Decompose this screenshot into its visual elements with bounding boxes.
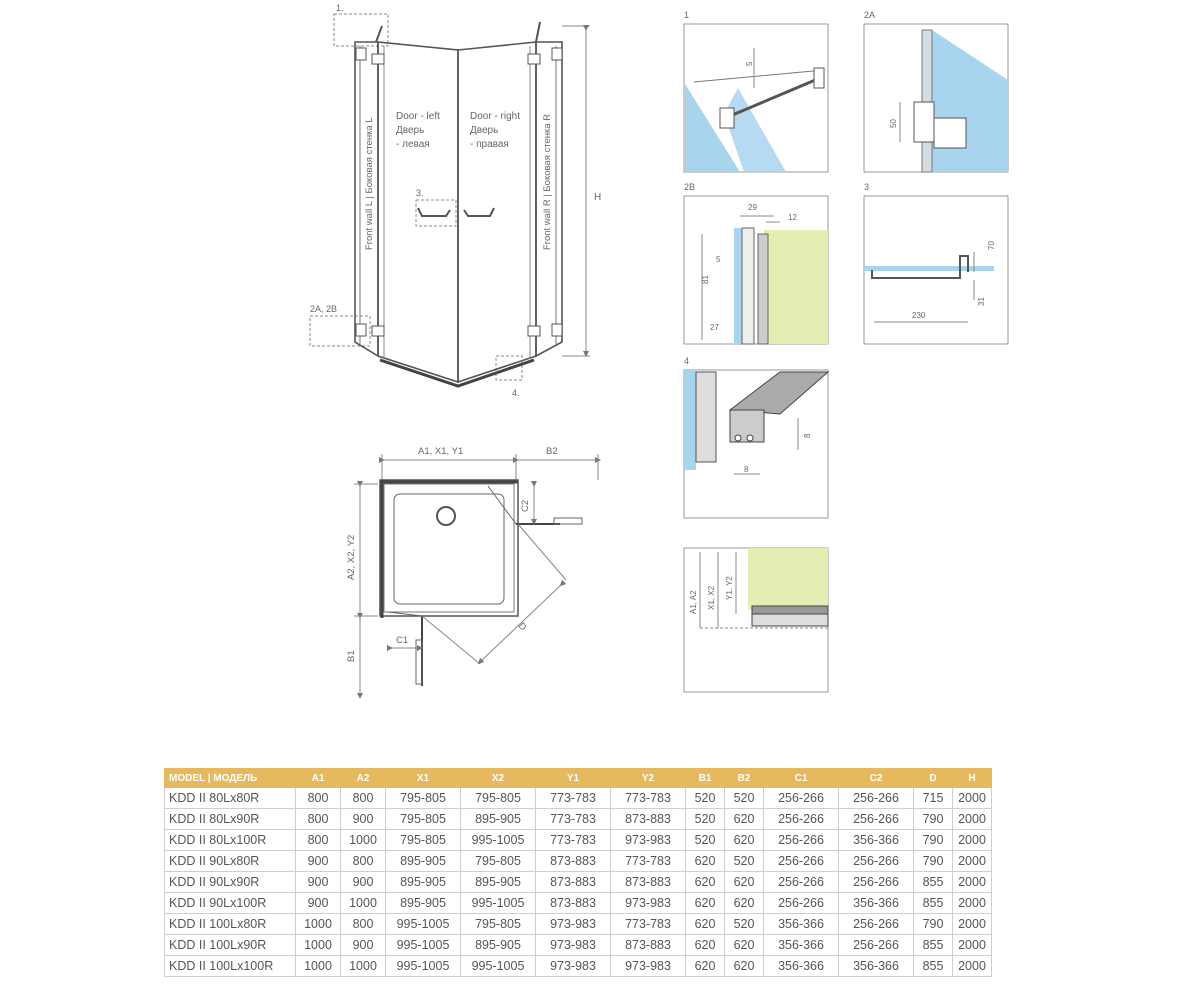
table-cell: 973-983 (611, 830, 686, 851)
table-cell: 790 (914, 809, 953, 830)
table-cell: 773-783 (536, 809, 611, 830)
table-cell: 855 (914, 872, 953, 893)
table-cell: 790 (914, 851, 953, 872)
detail-4-label: 4. (512, 388, 520, 398)
plan-label-top-b: B2 (546, 446, 558, 457)
table-cell: 995-1005 (386, 935, 461, 956)
detail-2a-dim: 50 (889, 119, 898, 128)
table-cell: 1000 (341, 830, 386, 851)
table-cell: 873-883 (536, 851, 611, 872)
detail-2b-dim-1: 29 (748, 203, 757, 212)
table-cell: 800 (296, 830, 341, 851)
door-left-label-2: Дверь (396, 125, 425, 136)
table-cell: 2000 (953, 851, 992, 872)
plan-label-c1: C1 (396, 635, 409, 646)
col-header: X1 (386, 769, 461, 788)
table-cell: 1000 (341, 893, 386, 914)
front-elevation-drawing (300, 0, 620, 410)
table-cell: 800 (296, 788, 341, 809)
table-cell: 895-905 (386, 893, 461, 914)
detail-4-title: 4 (684, 356, 690, 366)
table-cell: 773-783 (611, 788, 686, 809)
table-cell: 900 (296, 872, 341, 893)
table-cell: 900 (341, 809, 386, 830)
model-cell: KDD II 80Lx90R (165, 809, 296, 830)
col-header: B1 (686, 769, 725, 788)
table-cell: 256-266 (764, 893, 839, 914)
door-left-label-1: Door - left (396, 111, 440, 122)
detail-2b-dim-2: 12 (788, 213, 797, 222)
table-cell: 795-805 (461, 914, 536, 935)
detail-1-title: 1 (684, 10, 690, 20)
table-cell: 356-366 (839, 830, 914, 851)
detail-4-dim-1: 8 (744, 465, 749, 474)
table-cell: 873-883 (536, 893, 611, 914)
left-wall-label: Front wall L | Боковая стенка L (364, 117, 375, 250)
table-cell: 2000 (953, 956, 992, 977)
plan-label-top-a: A1, X1, Y1 (418, 446, 464, 457)
right-door-frame (458, 42, 536, 382)
table-cell: 855 (914, 893, 953, 914)
table-cell: 256-266 (839, 872, 914, 893)
table-cell: 356-366 (764, 935, 839, 956)
detail-3-dim-1: 70 (987, 241, 996, 250)
table-cell: 620 (725, 830, 764, 851)
table-cell: 873-883 (611, 872, 686, 893)
table-cell: 900 (341, 935, 386, 956)
table-cell: 520 (686, 809, 725, 830)
table-cell: 356-366 (839, 956, 914, 977)
table-cell: 256-266 (764, 872, 839, 893)
col-header: H (953, 769, 992, 788)
right-wall-label: Front wall R | Боковая стенка R (542, 113, 553, 250)
detail-2a-drawing (860, 8, 1012, 174)
detail-3-dim-2: 31 (977, 297, 986, 306)
table-cell: 790 (914, 830, 953, 851)
table-cell: 995-1005 (386, 956, 461, 977)
table-cell: 800 (296, 809, 341, 830)
col-header: X2 (461, 769, 536, 788)
table-cell: 895-905 (386, 851, 461, 872)
detail-3-dim-3: 230 (912, 311, 926, 320)
table-cell: 256-266 (839, 809, 914, 830)
model-cell: KDD II 90Lx80R (165, 851, 296, 872)
col-header: C2 (839, 769, 914, 788)
table-cell: 2000 (953, 809, 992, 830)
table-row (165, 830, 992, 851)
table-cell: 873-883 (611, 935, 686, 956)
table-cell: 256-266 (839, 935, 914, 956)
door-right-label-3: - правая (470, 139, 509, 150)
table-cell: 895-905 (461, 809, 536, 830)
detail-2-label: 2A, 2B (310, 304, 338, 314)
detail-1-dim: 5 (745, 61, 754, 66)
door-right-label-2: Дверь (470, 125, 499, 136)
model-cell: KDD II 80Lx100R (165, 830, 296, 851)
table-cell: 620 (725, 872, 764, 893)
detail-5-dim-2: X1, X2 (707, 585, 716, 610)
plan-label-c2: C2 (520, 499, 531, 512)
table-cell: 855 (914, 956, 953, 977)
table-cell: 520 (725, 914, 764, 935)
table-cell: 356-366 (764, 914, 839, 935)
drain-circle (437, 507, 455, 525)
detail-4-dim-2: 8 (803, 433, 812, 438)
height-label: H (594, 192, 602, 203)
plan-label-left-b: B1 (346, 650, 357, 662)
table-cell: 256-266 (839, 851, 914, 872)
detail-1-drawing (680, 8, 832, 174)
table-cell: 995-1005 (461, 956, 536, 977)
table-cell: 520 (725, 851, 764, 872)
table-cell: 620 (686, 893, 725, 914)
table-cell: 873-883 (536, 872, 611, 893)
door-handle-left (418, 208, 450, 216)
table-cell: 895-905 (461, 872, 536, 893)
table-cell: 973-983 (611, 956, 686, 977)
model-cell: KDD II 100Lx100R (165, 956, 296, 977)
table-row (165, 872, 992, 893)
table-cell: 895-905 (386, 872, 461, 893)
table-cell: 620 (686, 956, 725, 977)
table-cell: 356-366 (839, 893, 914, 914)
table-cell: 773-783 (611, 914, 686, 935)
table-row (165, 956, 992, 977)
table-cell: 773-783 (536, 788, 611, 809)
door-left-label-3: - левая (396, 139, 430, 150)
model-cell: KDD II 90Lx90R (165, 872, 296, 893)
table-cell: 1000 (296, 914, 341, 935)
table-cell: 795-805 (386, 809, 461, 830)
table-cell: 895-905 (461, 935, 536, 956)
table-row (165, 893, 992, 914)
shower-tray-outer (380, 480, 518, 616)
table-cell: 620 (686, 872, 725, 893)
table-row (165, 851, 992, 872)
plan-label-left-a: A2, X2, Y2 (346, 534, 357, 580)
col-header: C1 (764, 769, 839, 788)
callout-box-3 (416, 200, 456, 226)
table-cell: 715 (914, 788, 953, 809)
detail-5-dim-1: A1, A2 (689, 590, 698, 614)
table-cell: 620 (686, 935, 725, 956)
table-cell: 795-805 (461, 788, 536, 809)
table-cell: 773-783 (536, 830, 611, 851)
detail-2b-drawing (680, 180, 832, 346)
table-cell: 520 (686, 788, 725, 809)
table-cell: 995-1005 (461, 893, 536, 914)
detail-2b-title: 2B (684, 182, 696, 192)
table-cell: 620 (686, 914, 725, 935)
plan-label-d: D (515, 620, 529, 634)
table-row (165, 935, 992, 956)
table-cell: 2000 (953, 935, 992, 956)
col-header: A2 (341, 769, 386, 788)
table-cell: 795-805 (386, 830, 461, 851)
table-cell: 973-983 (611, 893, 686, 914)
table-cell: 2000 (953, 830, 992, 851)
table-cell: 2000 (953, 788, 992, 809)
col-header: A1 (296, 769, 341, 788)
table-cell: 256-266 (764, 851, 839, 872)
table-cell: 2000 (953, 872, 992, 893)
col-header: D (914, 769, 953, 788)
detail-2a-title: 2A (864, 10, 876, 20)
detail-3-drawing (860, 180, 1012, 346)
table-cell: 973-983 (536, 914, 611, 935)
detail-5-drawing (680, 544, 832, 696)
table-cell: 995-1005 (386, 914, 461, 935)
left-door-frame (378, 42, 458, 382)
table-cell: 795-805 (461, 851, 536, 872)
col-header: MODEL | МОДЕЛЬ (165, 769, 296, 788)
detail-3-title: 3 (864, 182, 870, 192)
table-cell: 900 (296, 893, 341, 914)
table-row (165, 788, 992, 809)
detail-1-label: 1. (336, 3, 344, 13)
dimensions-table (164, 768, 992, 977)
table-cell: 256-266 (839, 788, 914, 809)
table-cell: 800 (341, 914, 386, 935)
table-cell: 256-266 (839, 914, 914, 935)
detail-2b-dim-5: 27 (710, 323, 719, 332)
table-row (165, 809, 992, 830)
table-cell: 256-266 (764, 830, 839, 851)
table-cell: 900 (296, 851, 341, 872)
table-cell: 2000 (953, 893, 992, 914)
table-cell: 973-983 (536, 935, 611, 956)
table-cell: 620 (725, 809, 764, 830)
table-cell: 973-983 (536, 956, 611, 977)
detail-4-drawing (680, 354, 832, 520)
plan-view-drawing (330, 440, 610, 710)
table-cell: 800 (341, 851, 386, 872)
table-cell: 520 (725, 788, 764, 809)
table-cell: 1000 (296, 935, 341, 956)
model-cell: KDD II 90Lx100R (165, 893, 296, 914)
table-cell: 620 (686, 851, 725, 872)
shower-tray-inner (394, 494, 504, 604)
table-cell: 900 (341, 872, 386, 893)
table-row (165, 914, 992, 935)
table-cell: 356-366 (764, 956, 839, 977)
door-right-label-1: Door - right (470, 111, 521, 122)
table-cell: 790 (914, 914, 953, 935)
table-cell: 256-266 (764, 809, 839, 830)
table-cell: 2000 (953, 914, 992, 935)
col-header: Y1 (536, 769, 611, 788)
table-cell: 795-805 (386, 788, 461, 809)
model-cell: KDD II 80Lx80R (165, 788, 296, 809)
detail-2b-dim-4: 81 (701, 275, 710, 284)
table-cell: 855 (914, 935, 953, 956)
detail-2b-dim-3: 5 (716, 255, 721, 264)
table-cell: 995-1005 (461, 830, 536, 851)
table-cell: 520 (686, 830, 725, 851)
table-cell: 620 (725, 935, 764, 956)
table-cell: 620 (725, 893, 764, 914)
table-cell: 800 (341, 788, 386, 809)
detail-3-label: 3. (416, 188, 424, 198)
table-cell: 620 (725, 956, 764, 977)
detail-5-dim-3: Y1, Y2 (725, 576, 734, 600)
col-header: Y2 (611, 769, 686, 788)
table-cell: 1000 (341, 956, 386, 977)
door-handle-right (464, 208, 494, 216)
table-cell: 873-883 (611, 809, 686, 830)
model-cell: KDD II 100Lx80R (165, 914, 296, 935)
model-cell: KDD II 100Lx90R (165, 935, 296, 956)
table-cell: 256-266 (764, 788, 839, 809)
table-header-row (165, 769, 992, 788)
table-cell: 773-783 (611, 851, 686, 872)
col-header: B2 (725, 769, 764, 788)
table-cell: 1000 (296, 956, 341, 977)
